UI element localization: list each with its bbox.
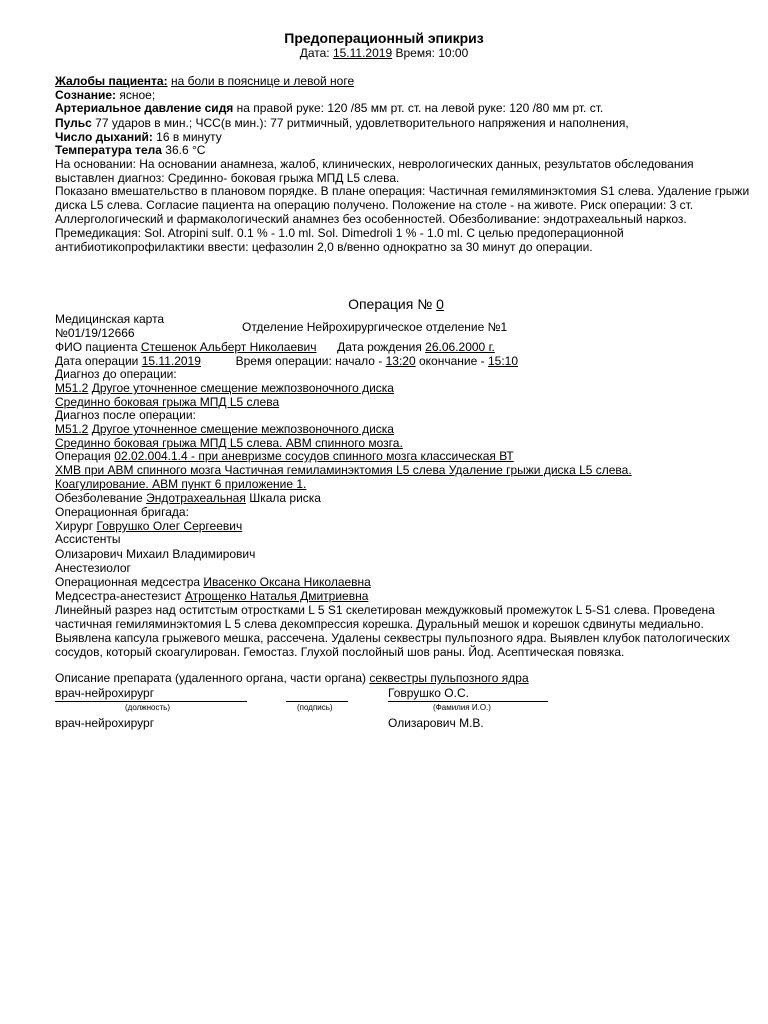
blood-pressure-line (55, 101, 603, 115)
risk-scale-label: Шкала риска (249, 491, 321, 505)
anesthesia-value: Эндотрахеальная (146, 491, 246, 505)
operation-datetime-line (55, 354, 518, 368)
diagnosis-before-label: Диагноз до операции: (55, 367, 177, 381)
plan-paragraph: Показано вмешательство в плановом порядке. В плане операция: Частичная гемиляминэктомия S1 слева. Удаление грыжи диска L5 слева. Согласие пациента на операцию получено. Положение на столе - на животе. Риск операции: 3 ст. Аллергологический и фармакологический анамнез без особенностей. Обезболивание: эндотрахеальный наркоз. Премедикация: Sol. Atropini sulf. 0.1 % - 1.0 ml. Sol. Dimedroli 1 % - 1.0 ml. С целью предоперационной антибиотикопрофилактики ввести: цефазолин 2,0 в/венно однократно за 30 минут до операции. (55, 184, 750, 254)
specimen-value: секвестры пульпозного ядра (369, 671, 529, 685)
signature-position-1: врач-нейрохирург (55, 686, 155, 700)
op-end-label: окончание - (419, 354, 485, 368)
diagnosis-after-line-2: Срединно боковая грыжа МПД L5 слева. АВМ спинного мозга. (55, 436, 403, 450)
surgeon-name: Говрушко Олег Сергеевич (96, 519, 243, 533)
anesthetist-nurse-line (55, 589, 368, 603)
op-start-value: 13:20 (385, 354, 416, 368)
caption-signature: (подпись) (297, 703, 333, 712)
respiration-unit: в минуту (172, 130, 222, 144)
date-label: Дата: (299, 46, 330, 60)
department: Отделение Нейрохирургическое отделение №1 (242, 320, 508, 334)
anesthesia-label: Обезболевание (55, 491, 143, 505)
pulse-label: Пульс (55, 116, 92, 130)
operation-line-2: ХМВ при АВМ спинного мозга Частичная гемиламинэктомия L5 слева Удаление грыжи диска L5 слева. (55, 463, 632, 477)
respiration-value: 16 (156, 130, 170, 144)
nurse-name: Ивасенко Оксана Николаевна (203, 575, 371, 589)
temperature-label: Температура тела (55, 143, 162, 157)
assistant-name: Олизарович Михаил Владимирович (55, 547, 256, 561)
date-value: 15.11.2019 (332, 46, 393, 60)
specimen-label: Описание препарата (удаленного органа, части органа) (55, 671, 367, 685)
diagnosis-before-line-2: Срединно боковая грыжа МПД L5 слева (55, 395, 280, 409)
operation-number: 0 (436, 296, 444, 312)
operation-label: Операция (55, 449, 111, 463)
medical-card-label: Медицинская карта (55, 312, 165, 326)
diagnosis-before-code: M51.2 (55, 381, 89, 395)
consciousness-value: ясное; (119, 88, 156, 102)
bp-right-value: 120 /85 (327, 101, 368, 115)
assistants-label: Ассистенты (55, 532, 121, 546)
bp-unit-2: мм рт. ст. (552, 101, 604, 115)
operation-description: Линейный разрез над оститстым отростками L 5 S1 скелетирован междужковый промежуток L 5-S1 слева. Проведена частичная гемиляминэктомия L 5 слева декомпрессия корешка. Дуральный мешок и корешок сдвинуты медиально. Выявлена капсула грыжевого мешка, рассечена. Удалены секвестры пульпозного ядра. Выявлен клубок патологических сосудов, который скоагулирован. Гемостаз. Глухой послойный шов раны. Йод. Асептическая повязка. (55, 603, 730, 659)
operation-code: 02.02.004.1.4 - при аневризме сосудов спинного мозга классическая ВТ (114, 449, 514, 463)
dob-label: Дата рождения (337, 340, 422, 354)
heart-rate-value: 77 (270, 116, 284, 130)
anesthesia-line (55, 491, 321, 505)
caption-name: (Фамилия И.О.) (433, 703, 491, 712)
bp-label: Артериальное давление сидя (55, 101, 234, 115)
respiration-line (55, 130, 222, 144)
anesthesiologist-label: Анестезиолог (55, 561, 131, 575)
respiration-label: Число дыханий: (55, 130, 153, 144)
medical-card-number: №01/19/12666 (55, 326, 135, 340)
patient-name: Стешенок Альберт Николаевич (140, 340, 317, 354)
document-title: Предоперационный эпикриз (284, 30, 484, 46)
bp-left-value: 120 /80 (509, 101, 550, 115)
op-date-value: 15.11.2019 (141, 354, 201, 368)
nurse-line (55, 575, 371, 589)
patient-line (55, 340, 495, 354)
caption-position: (должность) (125, 703, 170, 712)
operation-title-prefix: Операция № (348, 296, 433, 312)
diagnosis-after-text-1: Другое уточненное смещение межпозвоночного диска (91, 422, 394, 436)
signature-position-2: врач-нейрохирург (55, 716, 155, 730)
bp-right-text: на правой руке: (236, 101, 325, 115)
complaints-label: Жалобы пациента: (55, 74, 168, 88)
temperature-value: 36.6 (165, 143, 189, 157)
pulse-line (55, 116, 629, 130)
pulse-description: ритмичный, удовлетворительного напряжения и наполнения, (286, 116, 629, 130)
document-date-line (0, 46, 768, 60)
nurse-label: Операционная медсестра (55, 575, 201, 589)
consciousness-line (55, 88, 155, 102)
complaints-value: на боли в пояснице и левой ноге (170, 74, 355, 88)
diagnosis-before-line-1 (55, 381, 394, 395)
signature-name-1: Говрушко О.С. (388, 686, 469, 700)
temperature-unit: °C (191, 143, 206, 157)
team-label: Операционная бригада: (55, 505, 189, 519)
diagnosis-before-text-1: Другое уточненное смещение межпозвоночного диска (91, 381, 394, 395)
pulse-unit: ударов в мин.; ЧСС(в мин.): (111, 116, 267, 130)
bp-unit-1: мм рт. ст. на левой руке: (370, 101, 506, 115)
signature-name-2: Олизарович М.В. (388, 716, 484, 730)
surgeon-line (55, 519, 242, 533)
anesthetist-nurse-name: Атрощенко Наталья Дмитриевна (184, 589, 369, 603)
consciousness-label: Сознание: (55, 88, 117, 102)
basis-paragraph: На основании: На основании анамнеза, жалоб, клинических, неврологических данных, результатов обследования выставлен диагноз: Срединно- боковая грыжа МПД L5 слева. (55, 157, 694, 185)
op-date-label: Дата операции (55, 354, 139, 368)
temperature-line (55, 143, 205, 157)
diagnosis-after-label: Диагноз после операции: (55, 408, 196, 422)
op-time-label: Время операции: начало - (235, 354, 383, 368)
diagnosis-after-line-1 (55, 422, 394, 436)
medical-card (55, 312, 235, 340)
op-end-value: 15:10 (487, 354, 518, 368)
time-value: 10:00 (438, 46, 469, 60)
diagnosis-after-code: M51.2 (55, 422, 89, 436)
operation-line-3: Коагулирование. АВМ пункт 6 приложение 1. (55, 477, 307, 491)
surgeon-label: Хирург (55, 519, 94, 533)
pulse-value: 77 (95, 116, 109, 130)
time-label: Время: (395, 46, 435, 60)
complaints-line (55, 74, 354, 88)
name-underline (388, 701, 548, 702)
patient-label: ФИО пациента (55, 340, 138, 354)
operation-title (0, 296, 768, 312)
operation-line-1 (55, 449, 514, 463)
anesthetist-nurse-label: Медсестра-анестезист (55, 589, 182, 603)
signature-underline (286, 701, 348, 702)
specimen-line (55, 671, 529, 685)
position-underline (55, 701, 247, 702)
dob-value: 26.06.2000 г. (425, 340, 495, 354)
